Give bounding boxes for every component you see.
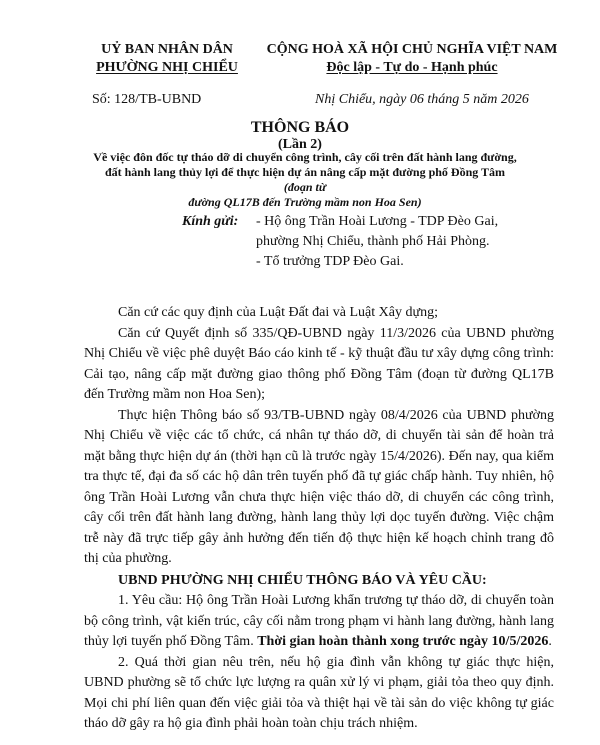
agency-block — [72, 41, 262, 77]
document-subject — [90, 150, 520, 210]
requirement-2: 2. Quá thời gian nêu trên, nếu hộ gia đình vẫn không tự giác thực hiện, UBND phường sẽ tổ chức lực lượng ra quân xử lý vi phạm, giải tỏa theo quy định. Mọi chi phí liên quan đến việc giải tỏa và thiệt hại về tài sản do việc không tự giác tháo dỡ gây ra hộ gia đình phải hoàn toàn chịu trách nhiệm. — [84, 654, 554, 731]
agency-name: UỶ BAN NHÂN DÂN — [101, 42, 233, 57]
section-heading: UBND PHƯỜNG NHỊ CHIỂU THÔNG BÁO VÀ YÊU CẦU: — [118, 572, 487, 588]
document-date: Nhị Chiểu, ngày 06 tháng 5 năm 2026 — [315, 92, 529, 107]
subject-line-2-bold: đất hành lang thủy lợi để thực hiện dự án nâng cấp mặt đường phố Đồng Tâm — [104, 165, 506, 179]
document-round: (Lần 2) — [278, 137, 322, 152]
subject-line-2-italic: (đoạn từ — [283, 180, 327, 194]
subject-line-2 — [90, 165, 520, 195]
document-title: THÔNG BÁO — [250, 119, 350, 136]
document-body — [84, 303, 554, 735]
agency-ward: PHƯỜNG NHỊ CHIỂU — [96, 60, 238, 75]
requirement-1 — [84, 591, 554, 653]
recipient-line: - Hộ ông Trần Hoài Lương - TDP Đèo Gai, — [256, 214, 499, 229]
subject-line-3: đường QL17B đến Trường mầm non Hoa Sen) — [188, 195, 422, 209]
deadline-text: Thời gian hoàn thành xong trước ngày 10/5/2026 — [257, 634, 549, 649]
recipients-list — [256, 212, 556, 272]
context-paragraph: Thực hiện Thông báo số 93/TB-UBND ngày 08/4/2026 của UBND phường Nhị Chiểu về việc các tổ chức, cá nhân tự tháo dỡ, di chuyển tài sản để hoàn trả mặt bằng thực hiện dự án (thời hạn cũ là trước ngày 15/4/2026). Đến nay, qua kiểm tra thực tế, đại đa số các hộ dân trên tuyến phố đã tự giác chấp hành. Tuy nhiên, hộ ông Trần Hoài Lương vẫn chưa thực hiện việc tháo dỡ, di chuyển các công trình, cây cối trên đất hành lang đường, hành lang thủy lợi dọc tuyến đường. Việc chậm trễ này đã trực tiếp gây ảnh hưởng đến tiến độ thực hiện kế hoạch chỉnh trang đô thị của phường. — [84, 407, 554, 566]
document-number: Số: 128/TB-UBND — [92, 92, 202, 107]
recipients-label: Kính gửi: — [182, 214, 239, 229]
legal-basis-2: Căn cứ Quyết định số 335/QĐ-UBND ngày 11/3/2026 của UBND phường Nhị Chiểu về việc phê duyệt Báo cáo kinh tế - kỹ thuật đầu tư xây dựng công trình: Cải tạo, nâng cấp mặt đường giao thông phố Đồng Tâm (đoạn từ đường QL17B đến Trường mầm non Hoa Sen); — [84, 325, 554, 402]
legal-basis-1: Căn cứ các quy định của Luật Đất đai và Luật Xây dựng; — [118, 305, 438, 320]
recipient-line: - Tổ trưởng TDP Đèo Gai. — [256, 254, 404, 269]
requirement-1-text: 1. Yêu cầu: Hộ ông Trần Hoài Lương khẩn trương tự tháo dỡ, di chuyển toàn bộ công trình, vật kiến trúc, cây cối nằm trong phạm vi hành lang đường, hành lang thủy lợi tuyến phố Đồng Tâm. — [84, 593, 554, 649]
nation-name: CỘNG HOÀ XÃ HỘI CHỦ NGHĨA VIỆT NAM — [266, 42, 558, 57]
requirement-1-end: . — [548, 634, 552, 649]
nation-motto: Độc lập - Tự do - Hạnh phúc — [326, 60, 498, 75]
national-motto-block — [262, 41, 562, 77]
recipient-line: phường Nhị Chiểu, thành phố Hải Phòng. — [256, 234, 490, 249]
subject-line-1: Về việc đôn đốc tự tháo dỡ di chuyển công trình, cây cối trên đất hành lang đường, — [93, 150, 517, 164]
